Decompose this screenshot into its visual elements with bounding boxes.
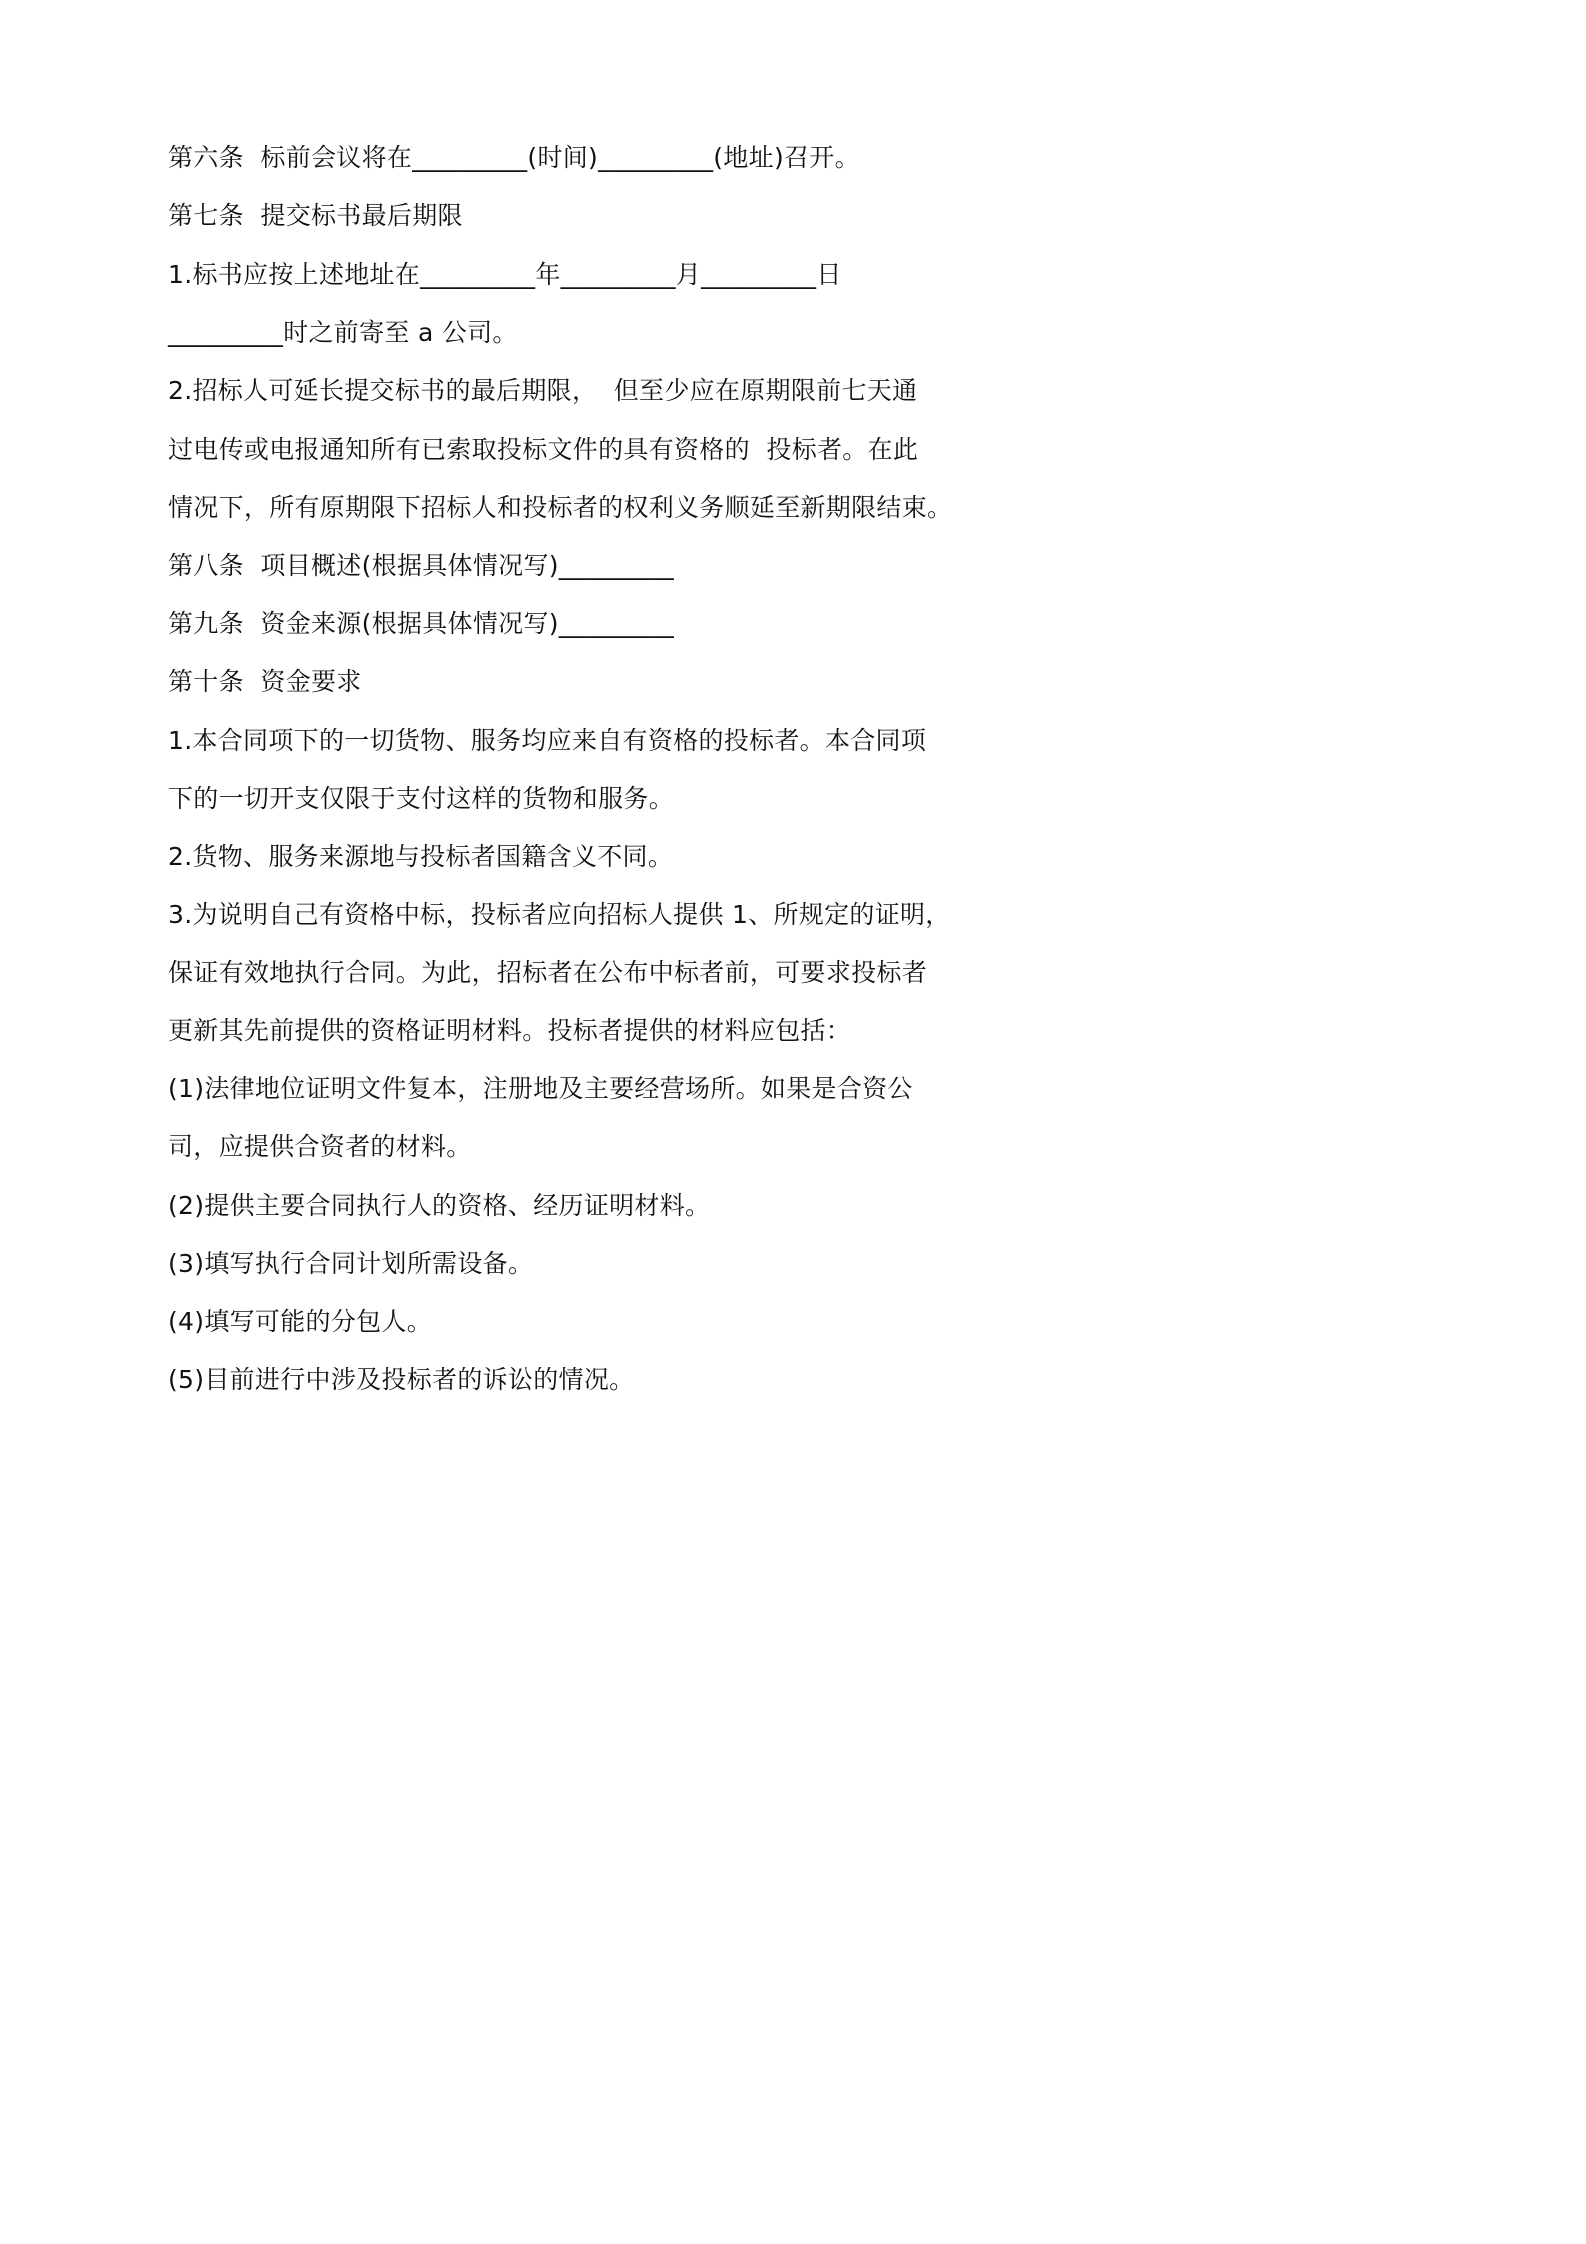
article-8-overview: 第八条 项目概述(根据具体情况写)_________: [168, 551, 675, 580]
sub-item-1-line-1: (1)法律地位证明文件复本，注册地及主要经营场所。如果是合资公: [168, 1074, 913, 1103]
article-10-item-2: 2.货物、服务来源地与投标者国籍含义不同。: [168, 842, 674, 871]
article-9-funding-source: 第九条 资金来源(根据具体情况写)_________: [168, 609, 675, 638]
article-10-heading: 第十条 资金要求: [168, 667, 362, 696]
sub-item-3: (3)填写执行合同计划所需设备。: [168, 1249, 534, 1278]
article-10-item-3-line-2: 保证有效地执行合同。为此，招标者在公布中标者前，可要求投标者: [168, 958, 928, 987]
article-7-item-1-line-2: _________时之前寄至 a 公司。: [168, 318, 518, 347]
sub-item-4: (4)填写可能的分包人。: [168, 1307, 433, 1336]
article-7-item-2-line-1: 2.招标人可延长提交标书的最后期限， 但至少应在原期限前七天通: [168, 376, 918, 405]
article-6-meeting: 第六条 标前会议将在_________(时间)_________(地址)召开。: [168, 143, 860, 172]
article-10-item-1-line-1: 1.本合同项下的一切货物、服务均应来自有资格的投标者。本合同项: [168, 726, 927, 755]
sub-item-2: (2)提供主要合同执行人的资格、经历证明材料。: [168, 1191, 711, 1220]
article-7-item-2-line-2: 过电传或电报通知所有已索取投标文件的具有资格的 投标者。在此: [168, 435, 919, 464]
article-10-item-1-line-2: 下的一切开支仅限于支付这样的货物和服务。: [168, 784, 675, 813]
sub-item-5: (5)目前进行中涉及投标者的诉讼的情况。: [168, 1365, 635, 1394]
article-10-item-3-line-3: 更新其先前提供的资格证明材料。投标者提供的材料应包括：: [168, 1016, 852, 1045]
article-7-item-1-line-1: 1.标书应按上述地址在_________年_________月_________日: [168, 260, 842, 289]
article-10-item-3-line-1: 3.为说明自己有资格中标，投标者应向招标人提供 1、所规定的证明，: [168, 900, 951, 929]
article-7-heading: 第七条 提交标书最后期限: [168, 201, 463, 230]
sub-item-1-line-2: 司，应提供合资者的材料。: [168, 1132, 472, 1161]
article-7-item-2-line-3: 情况下，所有原期限下招标人和投标者的权利义务顺延至新期限结束。: [168, 493, 953, 522]
document-page: [0, 0, 1100, 1560]
